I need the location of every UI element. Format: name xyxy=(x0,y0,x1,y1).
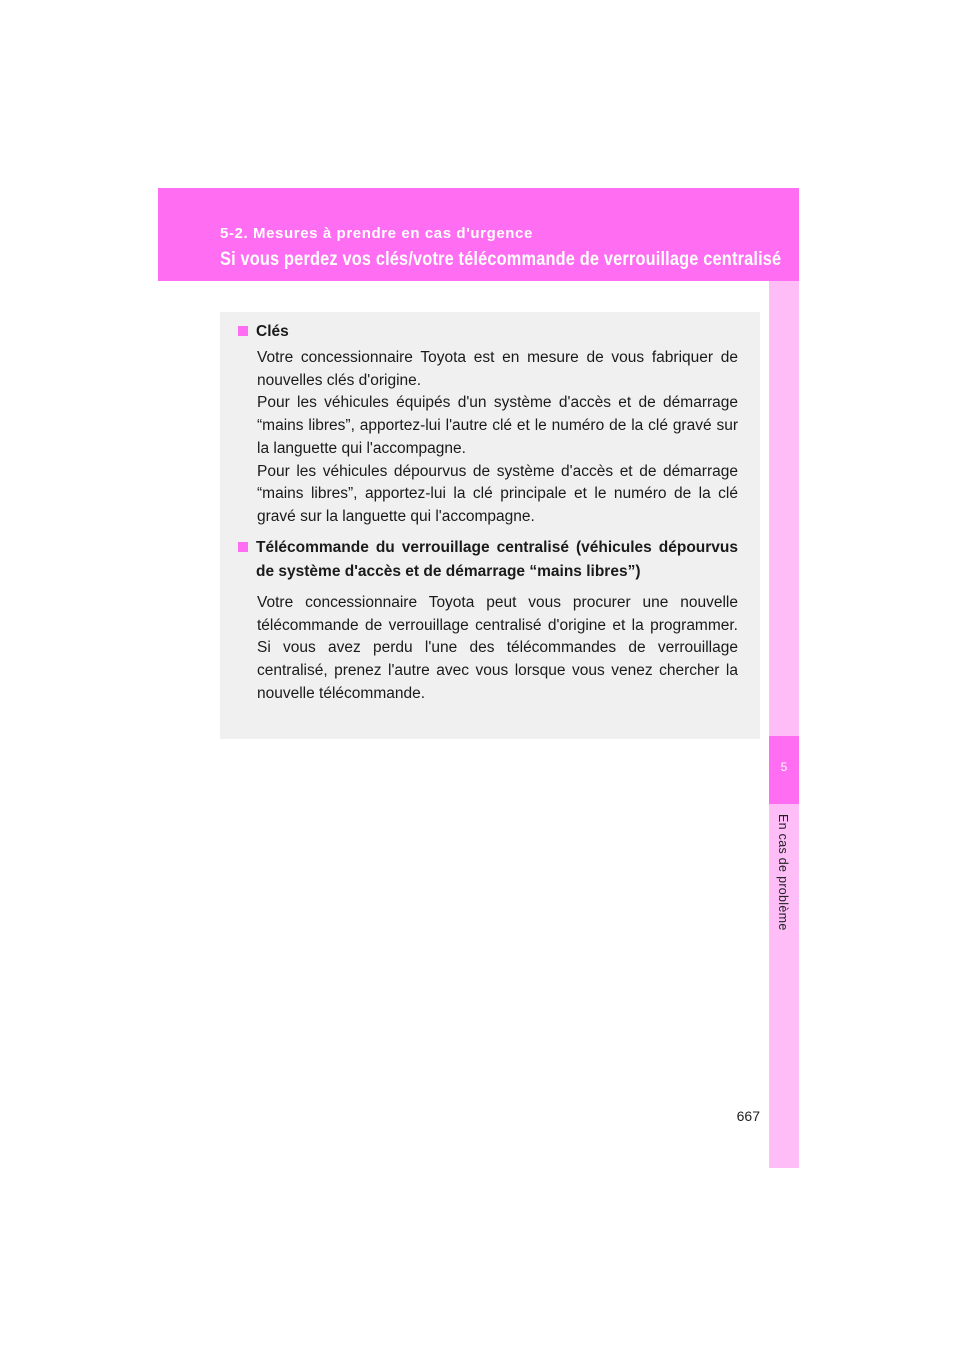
item-paragraph: Votre concessionnaire Toyota est en mesure de vous fabriquer de nouvelles clés d'origine. xyxy=(257,349,738,389)
chapter-name: En cas de problème xyxy=(776,814,790,931)
item-paragraph: Pour les véhicules dépourvus de système d'accès et de démarrage “mains libres”, apportez-lui la clé principale et le numéro de la clé gravé sur la languette qui l'accompagne. xyxy=(257,462,738,525)
chapter-tab-marker xyxy=(769,736,799,804)
section-label: 5-2. Mesures à prendre en cas d'urgence xyxy=(220,225,533,242)
chapter-side-tab xyxy=(769,281,799,1168)
info-item-remote xyxy=(238,536,738,706)
item-title: Télécommande du verrouillage centralisé (véhicules dépourvus de système d'accès et de démarrage “mains libres”) xyxy=(256,539,738,580)
item-heading xyxy=(238,320,738,343)
square-bullet-icon xyxy=(238,326,248,336)
item-title: Clés xyxy=(256,323,289,340)
square-bullet-icon xyxy=(238,542,248,552)
chapter-number: 5 xyxy=(780,760,788,774)
info-item-keys xyxy=(238,320,738,529)
item-heading xyxy=(238,536,738,583)
item-paragraph: Votre concessionnaire Toyota peut vous procurer une nouvelle télécommande de verrouillage centralisé d'origine et la programmer. Si vous avez perdu l'une des télécommandes de verrouillage centralisé, prenez l'autre avec vous lorsque vous venez chercher la nouvelle télécommande. xyxy=(257,594,738,702)
page-number: 667 xyxy=(736,1108,760,1124)
page-header xyxy=(158,188,799,281)
info-box xyxy=(220,312,760,739)
page-title: Si vous perdez vos clés/votre télécommande de verrouillage centralisé xyxy=(220,249,782,270)
item-paragraph: Pour les véhicules équipés d'un système d'accès et de démarrage “mains libres”, apportez-lui l'autre clé et le numéro de la clé gravé sur la languette qui l'accompagne. xyxy=(257,394,738,457)
